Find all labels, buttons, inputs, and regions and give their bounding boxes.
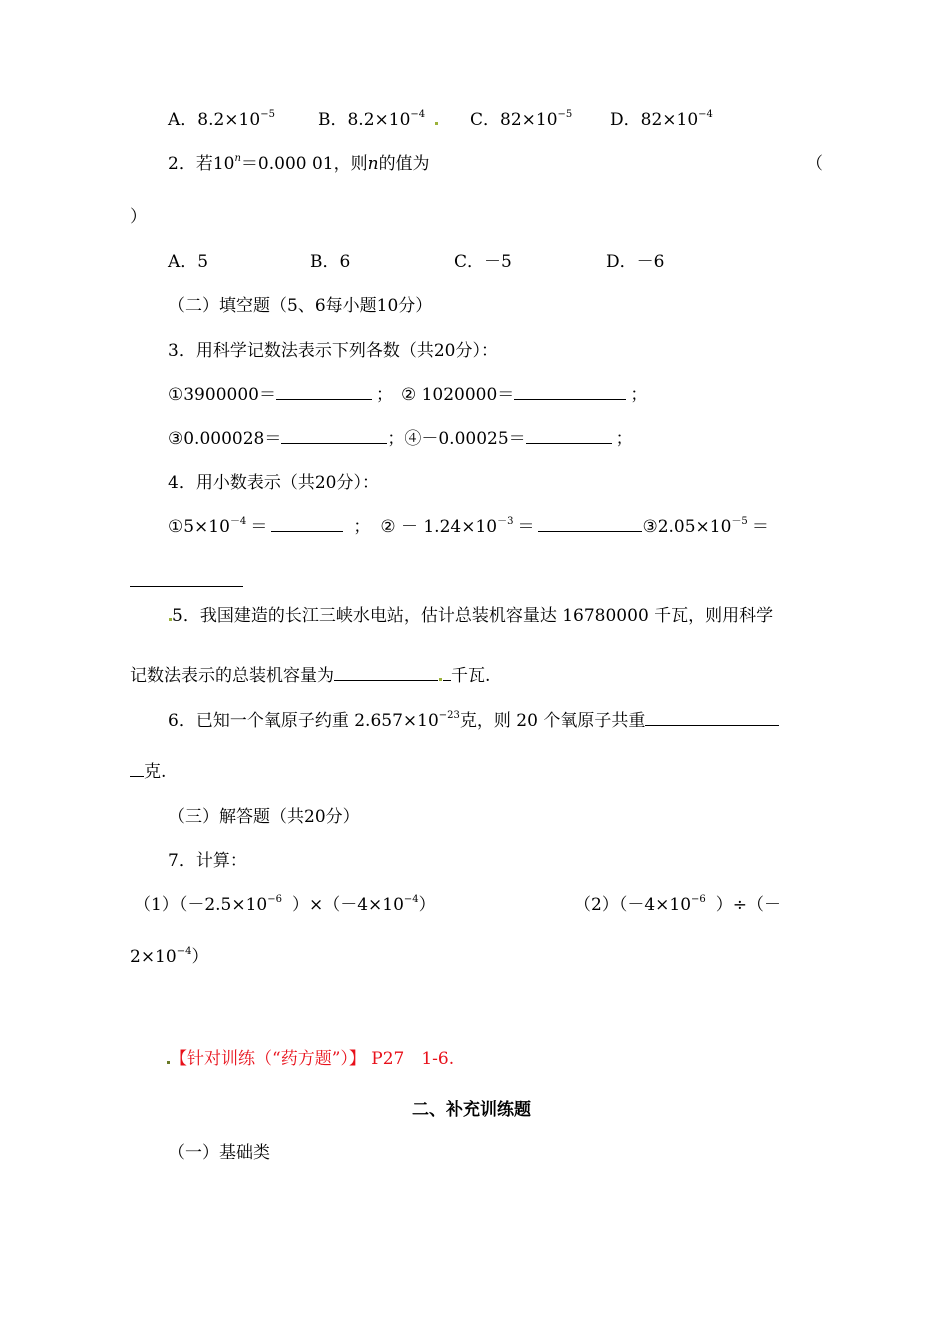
answer-blank[interactable]: [514, 383, 626, 400]
answer-blank[interactable]: [645, 709, 779, 726]
answer-blank[interactable]: [276, 383, 372, 400]
supplementary-title: 二、补充训练题: [412, 1100, 531, 1120]
q2-option-d: D．－6: [606, 252, 665, 272]
q2-stem: 2．若$10^n=0.000$ 01，则n的值为: [168, 153, 430, 174]
q7-part2: $(2)(-4\times 10^{-6}$ ）÷（－: [574, 894, 782, 915]
answer-blank-tail: [443, 664, 451, 681]
q2-paren-close: ）: [130, 207, 147, 227]
practice-reference: 【针对训练（“药方题”）】 P27 1-6.: [166, 1047, 454, 1071]
answer-blank[interactable]: [526, 427, 612, 444]
section-solve-title: （三）解答题（共20分）: [168, 807, 360, 827]
option-c: C．$82\times 10^{-5}$: [470, 109, 573, 130]
option-a: A．$8.2\times 10^{-5}$: [168, 109, 275, 130]
q3-row1: ①3900000＝ ； ② 1020000＝ ；: [168, 385, 648, 405]
answer-blank[interactable]: [334, 664, 438, 681]
answer-blank[interactable]: [538, 515, 642, 532]
q1-options: [168, 108, 275, 132]
answer-blank-tail: [130, 760, 144, 777]
q7-part2-cont: $2\times 10^{-4}$）: [130, 946, 209, 967]
q5-line1: 5．我国建造的长江三峡水电站，估计总装机容量达 16780000 千瓦，则用科学: [168, 604, 773, 628]
q6-line1: 6．已知一个氧原子约重 $2.657\times 10^{-23}$克，则 20 个氧原子共重: [168, 709, 779, 733]
marker-dot: [439, 678, 442, 681]
answer-blank[interactable]: [281, 427, 387, 444]
option-b: B．$8.2\times 10^{-4}$: [318, 108, 439, 132]
basic-category: （一）基础类: [168, 1143, 270, 1163]
q4-row: $①5\times 10^{-4}$ ＝ ； ② － $1.24\times 10^{-3}$ ＝ $③2.05\times 10^{-5}$ ＝: [168, 516, 769, 537]
q7-part1: $(1)(-2.5\times 10^{-6}$ ）$\times(-4\times 10^{-4})$: [134, 894, 436, 915]
q2-option-b: B．6: [310, 252, 351, 272]
answer-blank[interactable]: [271, 515, 343, 532]
q7-stem: 7．计算：: [168, 851, 247, 871]
q4-stem: 4．用小数表示（共20分）：: [168, 473, 379, 493]
q3-stem: 3．用科学记数法表示下列各数（共20分）：: [168, 341, 498, 361]
q2-option-c: C．－5: [454, 252, 512, 272]
q2-option-a: A．5: [168, 252, 209, 272]
option-d: D．$82\times 10^{-4}$: [610, 109, 713, 130]
q2-paren-open: （: [806, 154, 823, 174]
section-fill-blank-title: （二）填空题（5、6每小题10分）: [168, 296, 433, 316]
q3-row2: ③0.000028＝ ；④－0.00025＝ ；: [168, 429, 633, 449]
answer-blank[interactable]: [130, 586, 243, 587]
q5-line2: 记数法表示的总装机容量为 千瓦.: [130, 666, 491, 686]
q6-line2: 克.: [130, 760, 166, 784]
marker-dot: [435, 122, 438, 125]
